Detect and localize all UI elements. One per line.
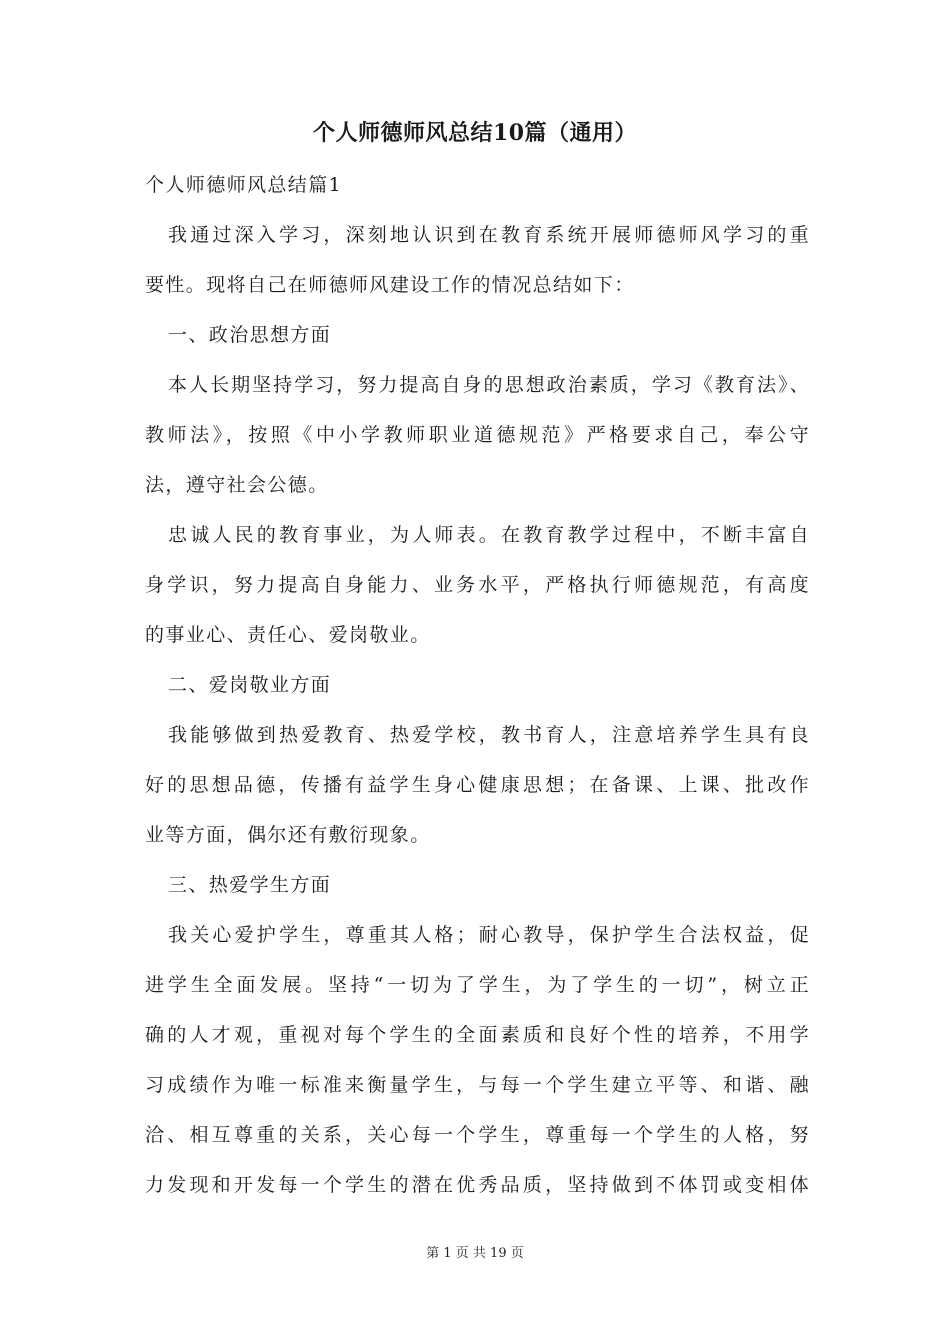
body-text-line: 好的思想品德，传播有益学生身心健康思想；在备课、上课、批改作 [145,774,810,796]
body-text-line: 要性。现将自己在师德师风建设工作的情况总结如下： [145,274,635,296]
body-text-line: 教师法》，按照《中小学教师职业道德规范》严格要求自己，奉公守 [145,424,810,446]
document-body [145,165,810,1215]
body-text-line: 我能够做到热爱教育、热爱学校，教书育人，注意培养学生具有良 [168,724,810,746]
body-text-line: 个人师德师风总结篇1 [145,174,343,196]
document-title: 个人师德师风总结10篇（通用） [312,120,638,146]
page-footer: 第 1 页 共 19 页 [426,1246,524,1261]
body-text-line: 洽、相互尊重的关系，关心每一个学生，尊重每一个学生的人格，努 [145,1124,810,1146]
body-text-line: 习成绩作为唯一标准来衡量学生，与每一个学生建立平等、和谐、融 [145,1074,810,1096]
body-text-line: 本人长期坚持学习，努力提高自身的思想政治素质，学习《教育法》、 [168,374,810,396]
body-text-line: 的事业心、责任心、爱岗敬业。 [145,624,431,646]
body-text-line: 忠诚人民的教育事业，为人师表。在教育教学过程中，不断丰富自 [168,524,810,546]
body-text-line: 业等方面，偶尔还有敷衍现象。 [145,824,431,846]
body-text-line: 进学生全面发展。坚持“一切为了学生，为了学生的一切”，树立正 [145,974,810,996]
body-text-line: 一、政治思想方面 [168,324,332,346]
body-text-line: 我关心爱护学生，尊重其人格；耐心教导，保护学生合法权益，促 [168,924,810,946]
body-text-line: 我通过深入学习，深刻地认识到在教育系统开展师德师风学习的重 [168,224,810,246]
body-text-line: 二、爱岗敬业方面 [168,674,332,696]
body-text-line: 三、热爱学生方面 [168,874,332,896]
body-text-line: 法，遵守社会公德。 [145,474,329,496]
body-text-line: 确的人才观，重视对每个学生的全面素质和良好个性的培养，不用学 [145,1024,810,1046]
body-text-line: 身学识，努力提高自身能力、业务水平，严格执行师德规范，有高度 [145,574,810,596]
body-text-line: 力发现和开发每一个学生的潜在优秀品质，坚持做到不体罚或变相体 [145,1174,810,1196]
